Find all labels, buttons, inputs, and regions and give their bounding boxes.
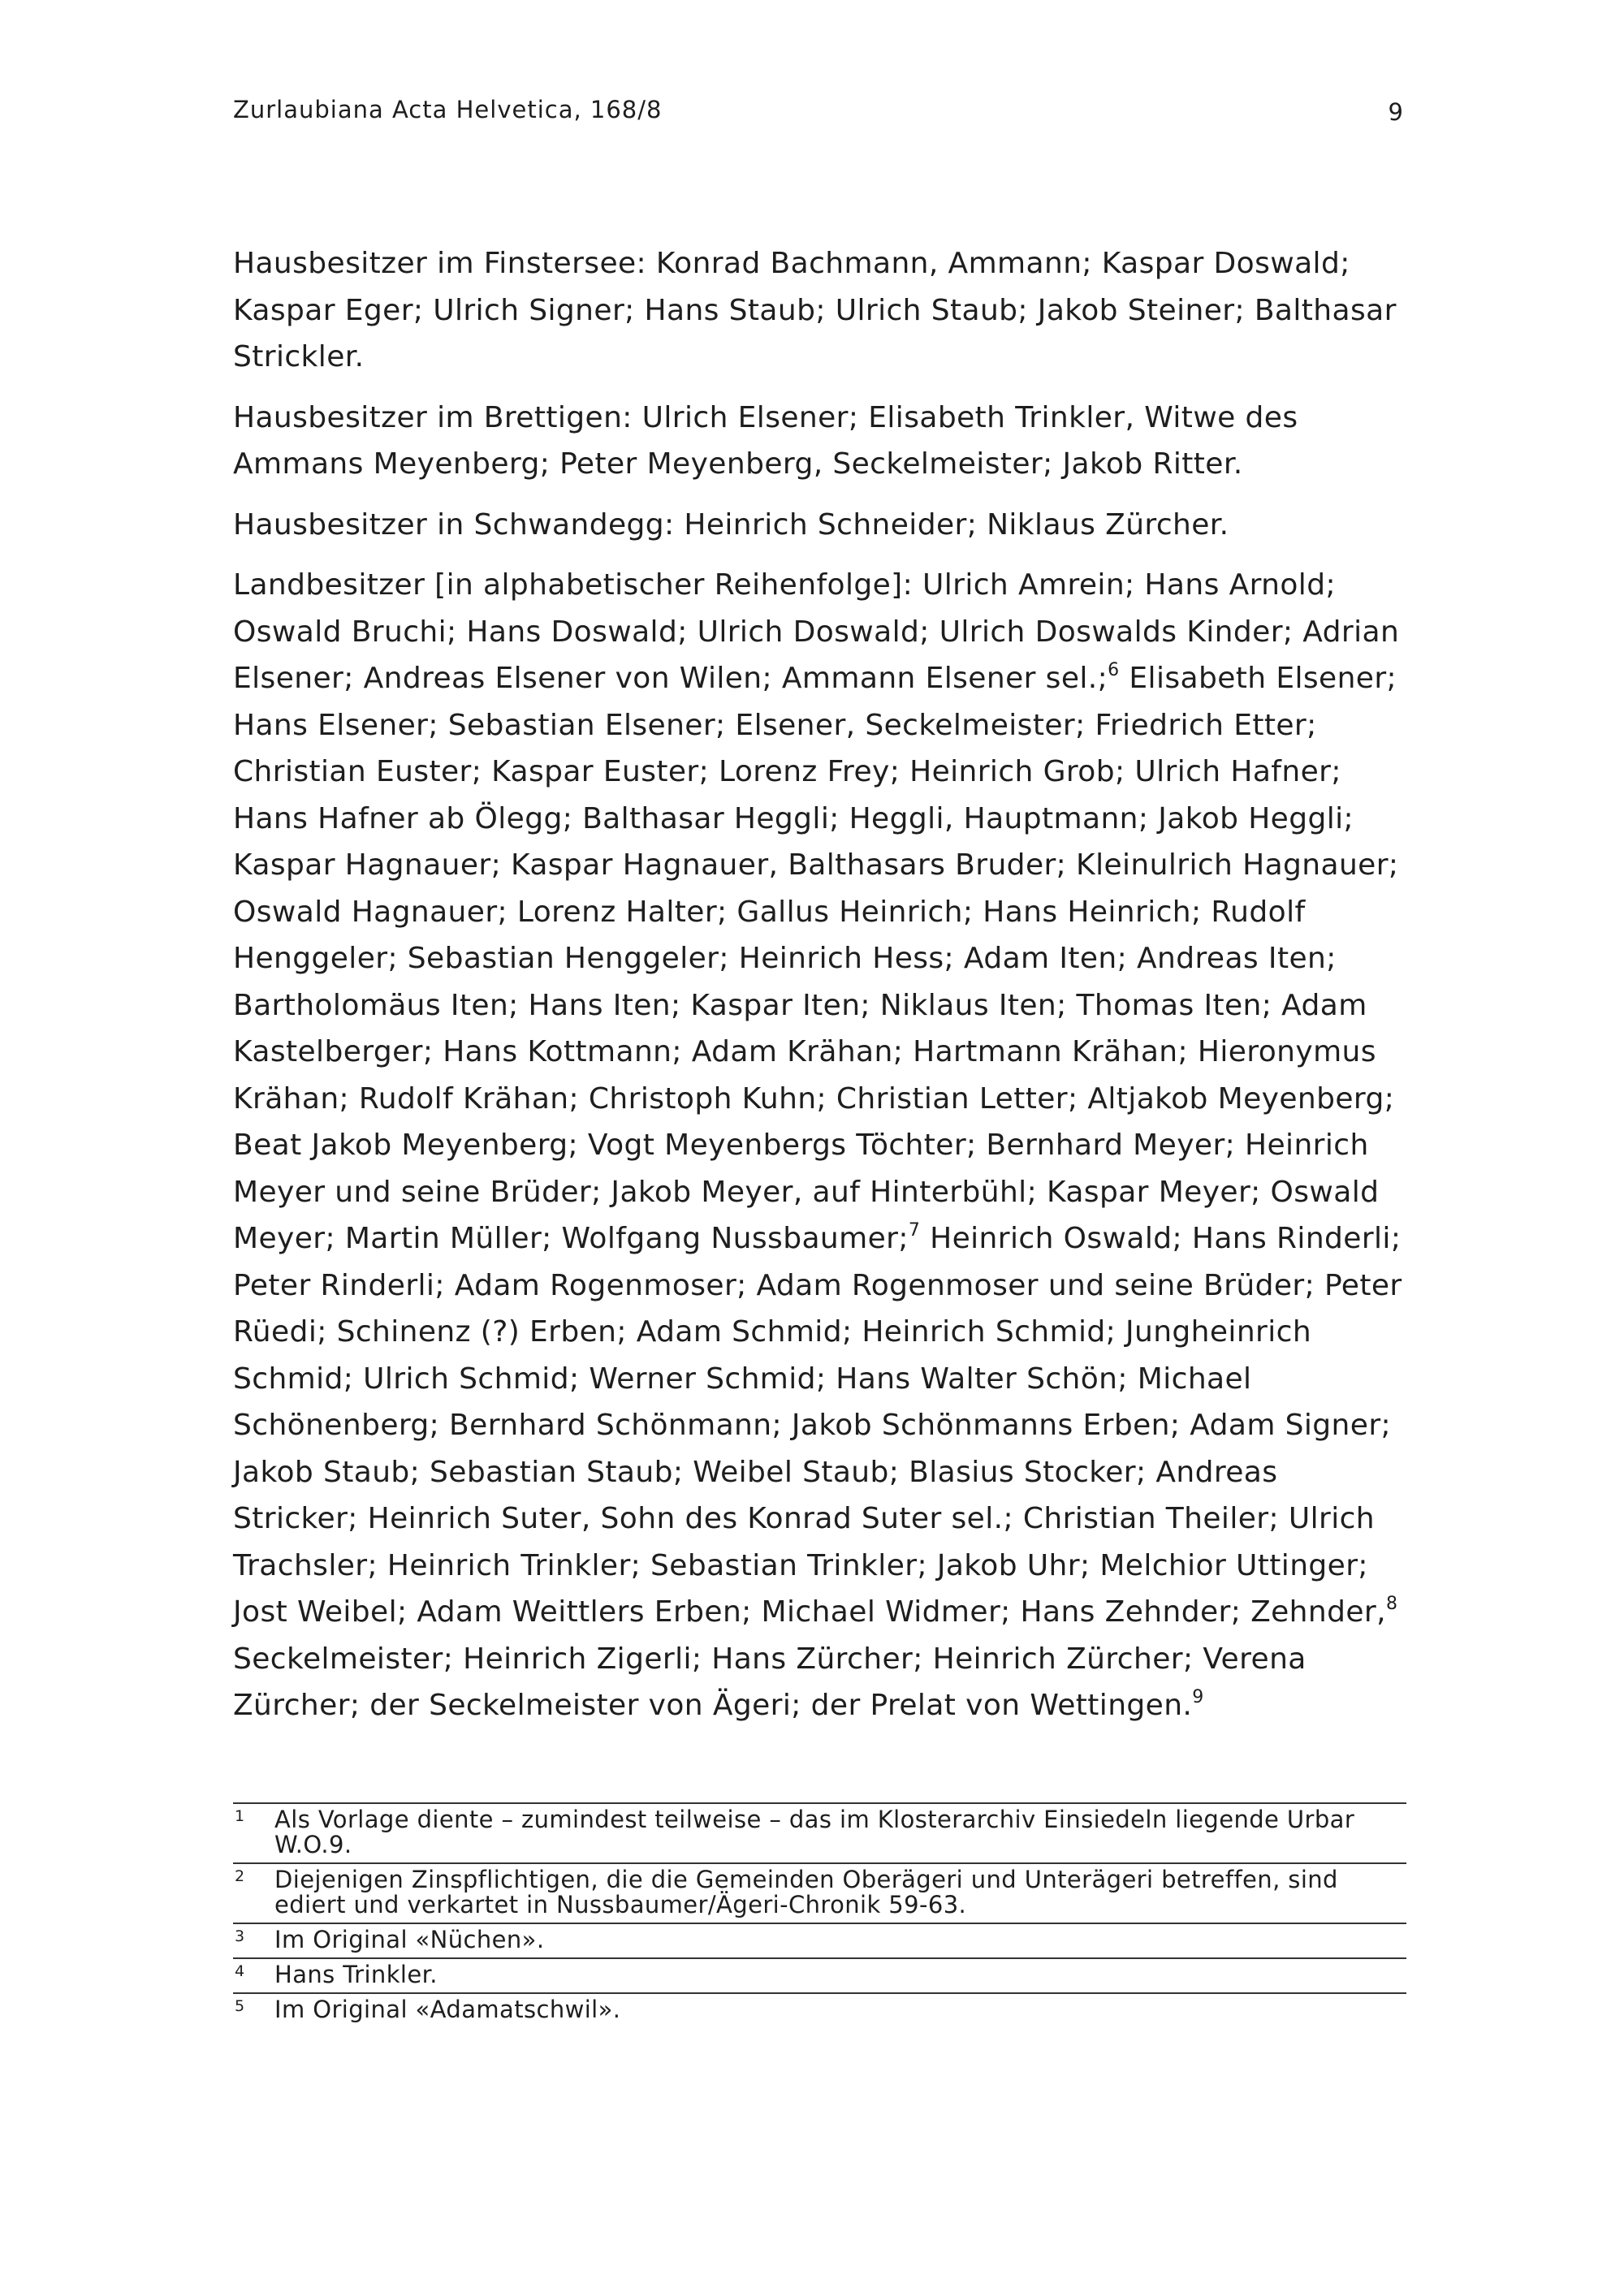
footnote-number: 2	[235, 1867, 245, 1885]
footnote	[233, 1923, 1406, 1957]
running-header-title: Zurlaubiana Acta Helvetica, 168/8	[233, 96, 663, 123]
paragraph-text: Seckelmeister; Heinrich Zigerli; Hans Zürcher; Heinrich Zürcher; Verena Zürcher; der Seckelmeister von Ägeri; der Prelat von Wettingen.	[233, 1642, 1307, 1722]
paragraph-text: Hausbesitzer im Brettigen: Ulrich Elsener; Elisabeth Trinkler, Witwe des Ammans Meyenberg; Peter Meyenberg, Seckelmeister; Jakob Ritter.	[233, 400, 1298, 481]
footnote-text: Hans Trinkler.	[274, 1961, 438, 1988]
paragraph-text: Hausbesitzer in Schwandegg: Heinrich Schneider; Niklaus Zürcher.	[233, 507, 1229, 542]
footnote-reference[interactable]: 6	[1108, 660, 1120, 680]
paragraph-text: Landbesitzer [in alphabetischer Reihenfolge]: Ulrich Amrein; Hans Arnold; Oswald Bruchi; Hans Doswald; Ulrich Doswald; Ulrich Doswalds Kinder; Adrian Elsener; Andreas Elsener von Wilen; Ammann Elsener sel.;	[233, 568, 1400, 695]
footnote-number: 1	[235, 1807, 245, 1825]
footnote-number: 5	[235, 1997, 245, 2015]
paragraph-finstersee	[233, 240, 1410, 381]
footnote-text: Als Vorlage diente – zumindest teilweise – das im Klosterarchiv Einsiedeln liegende Urbar W.O.9.	[274, 1806, 1355, 1858]
paragraph-text: Hausbesitzer im Finstersee: Konrad Bachmann, Ammann; Kaspar Doswald; Kaspar Eger; Ulrich Signer; Hans Staub; Ulrich Staub; Jakob Steiner; Balthasar Strickler.	[233, 247, 1397, 373]
footnote-reference[interactable]: 9	[1192, 1687, 1204, 1707]
footnote	[233, 1957, 1406, 1992]
page-number: 9	[1388, 98, 1403, 126]
paragraph-brettigen	[233, 395, 1410, 488]
footnote	[233, 1862, 1406, 1923]
body-text	[233, 240, 1410, 1743]
footnote-reference[interactable]: 8	[1385, 1594, 1398, 1614]
paragraph-landbesitzer	[233, 562, 1410, 1729]
paragraph-text: Elisabeth Elsener; Hans Elsener; Sebastian Elsener; Elsener, Seckelmeister; Friedrich Etter; Christian Euster; Kaspar Euster; Lorenz Frey; Heinrich Grob; Ulrich Hafner; Hans Hafner ab Ölegg; Balthasar Heggli; Heggli, Hauptmann; Jakob Heggli; Kaspar Hagnauer; Kaspar Hagnauer, Balthasars Bruder; Kleinulrich Hagnauer; Oswald Hagnauer; Lorenz Halter; Gallus Heinrich; Hans Heinrich; Rudolf Henggeler; Sebastian Henggeler; Heinrich Hess; Adam Iten; Andreas Iten; Bartholomäus Iten; Hans Iten; Kaspar Iten; Niklaus Iten; Thomas Iten; Adam Kastelberger; Hans Kottmann; Adam Krähan; Hartmann Krähan; Hieronymus Krähan; Rudolf Krähan; Christoph Kuhn; Christian Letter; Altjakob Meyenberg; Beat Jakob Meyenberg; Vogt Meyenbergs Töchter; Bernhard Meyer; Heinrich Meyer und seine Brüder; Jakob Meyer, auf Hinterbühl; Kaspar Meyer; Oswald Meyer; Martin Müller; Wolfgang Nussbaumer;	[233, 662, 1399, 1255]
paragraph-schwandegg	[233, 502, 1410, 549]
footnotes-section	[233, 1802, 1406, 2027]
footnote	[233, 1802, 1406, 1862]
footnote-text: Im Original «Nüchen».	[274, 1926, 545, 1953]
footnote	[233, 1992, 1406, 2027]
footnote-text: Diejenigen Zinspflichtigen, die die Gemeinden Oberägeri und Unterägeri betreffen, sind ediert und verkartet in Nussbaumer/Ägeri-Chronik 59-63.	[274, 1866, 1338, 1918]
footnote-number: 4	[235, 1962, 245, 1980]
footnote-number: 3	[235, 1927, 245, 1945]
paragraph-text: Heinrich Oswald; Hans Rinderli; Peter Rinderli; Adam Rogenmoser; Adam Rogenmoser und seine Brüder; Peter Rüedi; Schinenz (?) Erben; Adam Schmid; Heinrich Schmid; Jungheinrich Schmid; Ulrich Schmid; Werner Schmid; Hans Walter Schön; Michael Schönenberg; Bernhard Schönmann; Jakob Schönmanns Erben; Adam Signer; Jakob Staub; Sebastian Staub; Weibel Staub; Blasius Stocker; Andreas Stricker; Heinrich Suter, Sohn des Konrad Suter sel.; Christian Theiler; Ulrich Trachsler; Heinrich Trinkler; Sebastian Trinkler; Jakob Uhr; Melchior Uttinger; Jost Weibel; Adam Weittlers Erben; Michael Widmer; Hans Zehnder; Zehnder,	[233, 1222, 1402, 1629]
footnote-reference[interactable]: 7	[908, 1220, 921, 1241]
footnote-text: Im Original «Adamatschwil».	[274, 1996, 621, 2023]
